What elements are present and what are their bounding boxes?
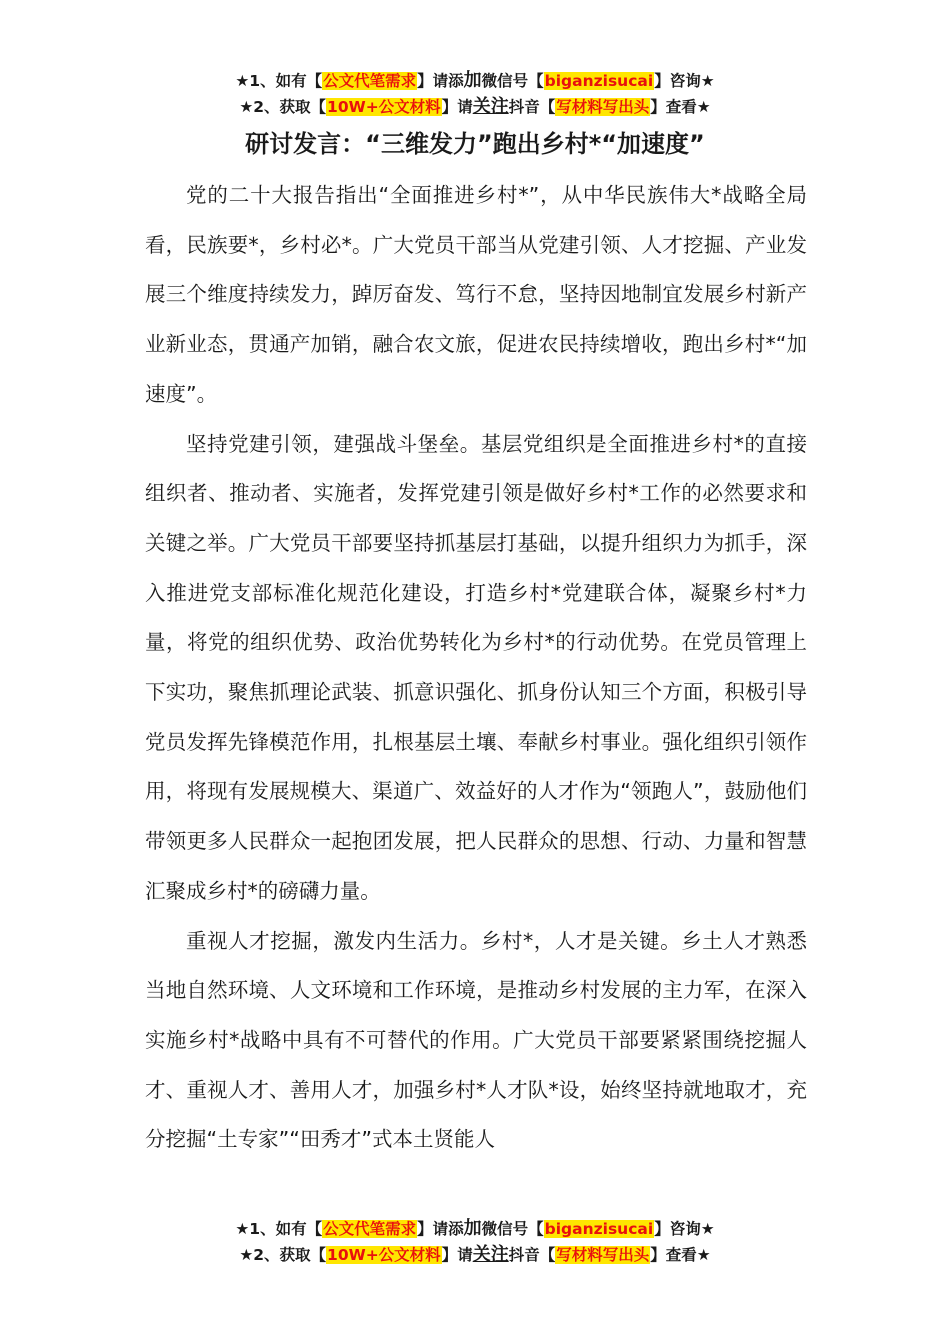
paragraph-party-building: 坚持党建引领，建强战斗堡垒。基层党组织是全面推进乡村*的直接组织者、推动者、实施者，发挥党建引领是做好乡村*工作的必然要求和关键之举。广大党员干部要坚持抓基层打基础，以提升组织力为抓手，深入推进党支部标准化规范化建设，打造乡村*党建联合体，凝聚乡村*力量，将党的组织优势、政治优势转化为乡村*的行动优势。在党员管理上下实功，聚焦抓理论武装、抓意识强化、抓身份认知三个方面，积极引导党员发挥先锋模范作用，扎根基层土壤、奉献乡村事业。强化组织引领作用，将现有发展规模大、渠道广、效益好的人才作为“领跑人”，鼓励他们带领更多人民群众一起抱团发展，把人民群众的思想、行动、力量和智慧汇聚成乡村*的磅礴力量。 [145,431,807,903]
footer-highlight-wechat-id: biganzisucai [544,1220,654,1238]
footer-highlight-douyin: 写材料写出头 [556,1246,650,1264]
footer-banner [0,1216,950,1268]
footer-highlight-ghostwriting: 公文代笔需求 [323,1220,417,1238]
footer-line-1: ★1、如有【公文代笔需求】请添加微信号【biganzisucai】咨询★ [235,1218,715,1239]
footer-line-2: ★2、获取【10W+公文材料】请关注抖音【写材料写出头】查看★ [239,1244,711,1265]
highlight-douyin: 写材料写出头 [556,98,650,116]
footer-highlight-materials: 10W+公文材料 [327,1246,441,1264]
paragraph-talent: 重视人才挖掘，激发内生活力。乡村*，人才是关键。乡土人才熟悉当地自然环境、人文环境和工作环境，是推动乡村发展的主力军，在深入实施乡村*战略中具有不可替代的作用。广大党员干部要紧紧围绕挖掘人才、重视人才、善用人才，加强乡村*人才队*设，始终坚持就地取才，充分挖掘“土专家”“田秀才”式本土贤能人 [145,928,807,1152]
paragraph-intro: 党的二十大报告指出“全面推进乡村*”，从中华民族伟大*战略全局看，民族要*，乡村必*。广大党员干部当从党建引领、人才挖掘、产业发展三个维度持续发力，踔厉奋发、笃行不怠，坚持因地制宜发展乡村新产业新业态，贯通产加销，融合农文旅，促进农民持续增收，跑出乡村*“加速度”。 [145,183,807,406]
highlight-materials: 10W+公文材料 [327,98,441,116]
banner-line-2: ★2、获取【10W+公文材料】请关注抖音【写材料写出头】查看★ [239,96,711,117]
document-body [145,171,807,1165]
banner-line-1: ★1、如有【公文代笔需求】请添加微信号【biganzisucai】咨询★ [235,70,715,91]
header-banner [0,68,950,120]
highlight-ghostwriting: 公文代笔需求 [323,72,417,90]
page-title: 研讨发言：“三维发力”跑出乡村*“加速度” [245,130,705,158]
highlight-wechat-id: biganzisucai [544,72,654,90]
